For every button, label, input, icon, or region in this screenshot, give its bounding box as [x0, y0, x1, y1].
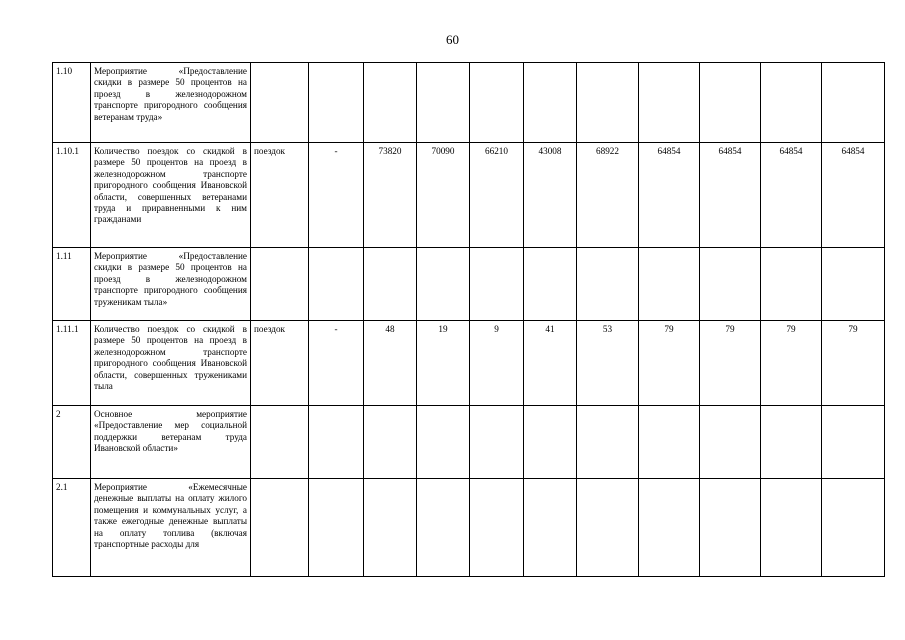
row-number: 2 [53, 406, 91, 479]
value-cell: - [309, 143, 364, 248]
value-cell: 79 [822, 321, 885, 406]
value-cell [761, 63, 822, 143]
value-cell: 64854 [822, 143, 885, 248]
value-cell [700, 406, 761, 479]
value-cell: 64854 [700, 143, 761, 248]
value-cell [524, 479, 577, 577]
value-cell: - [309, 321, 364, 406]
value-cell [417, 248, 470, 321]
row-number: 1.10 [53, 63, 91, 143]
value-cell [524, 406, 577, 479]
value-cell: 9 [470, 321, 524, 406]
value-cell [470, 479, 524, 577]
value-cell: 68922 [577, 143, 639, 248]
value-cell: 43008 [524, 143, 577, 248]
value-cell: 79 [639, 321, 700, 406]
value-cell [417, 63, 470, 143]
row-number: 1.11 [53, 248, 91, 321]
value-cell [524, 248, 577, 321]
value-cell [822, 248, 885, 321]
row-unit [251, 479, 309, 577]
value-cell [639, 406, 700, 479]
value-cell [470, 248, 524, 321]
value-cell [417, 479, 470, 577]
value-cell [364, 406, 417, 479]
table-row [53, 479, 885, 577]
value-cell: 19 [417, 321, 470, 406]
table-row [53, 143, 885, 248]
value-cell [364, 63, 417, 143]
row-description: Количество поездок со скидкой в размере 50 процентов на проезд в железнодорожном транспорте пригородного сообщения Ивановской области, совершенных тружениками тыла [91, 321, 251, 406]
value-cell [364, 479, 417, 577]
value-cell [700, 479, 761, 577]
value-cell: 66210 [470, 143, 524, 248]
page-number: 60 [446, 32, 459, 47]
value-cell [309, 248, 364, 321]
value-cell [700, 248, 761, 321]
value-cell [470, 406, 524, 479]
value-cell [822, 406, 885, 479]
row-unit [251, 406, 309, 479]
row-unit: поездок [251, 143, 309, 248]
table-row [53, 248, 885, 321]
value-cell: 79 [761, 321, 822, 406]
row-description: Мероприятие «Предоставление скидки в размере 50 процентов на проезд в железнодорожном транспорте пригородного сообщения ветеранам труда» [91, 63, 251, 143]
row-unit [251, 63, 309, 143]
value-cell [309, 406, 364, 479]
table-row [53, 321, 885, 406]
value-cell: 53 [577, 321, 639, 406]
row-description: Основное мероприятие «Предоставление мер социальной поддержки ветеранам труда Ивановской области» [91, 406, 251, 479]
row-description: Мероприятие «Предоставление скидки в размере 50 процентов на проезд в железнодорожном транспорте пригородного сообщения труженикам тыла» [91, 248, 251, 321]
value-cell [577, 63, 639, 143]
row-unit: поездок [251, 321, 309, 406]
table-row [53, 406, 885, 479]
value-cell [639, 63, 700, 143]
value-cell: 79 [700, 321, 761, 406]
value-cell [822, 479, 885, 577]
value-cell [470, 63, 524, 143]
value-cell [822, 63, 885, 143]
table-row [53, 63, 885, 143]
value-cell: 41 [524, 321, 577, 406]
value-cell [417, 406, 470, 479]
value-cell [761, 248, 822, 321]
value-cell: 64854 [639, 143, 700, 248]
value-cell [577, 479, 639, 577]
value-cell: 70090 [417, 143, 470, 248]
value-cell [524, 63, 577, 143]
value-cell: 73820 [364, 143, 417, 248]
value-cell [639, 479, 700, 577]
row-description: Количество поездок со скидкой в размере 50 процентов на проезд в железнодорожном транспорте пригородного сообщения Ивановской области, совершенных ветеранами труда и приравненными к ним гражданами [91, 143, 251, 248]
value-cell [309, 63, 364, 143]
value-cell: 48 [364, 321, 417, 406]
value-cell [761, 406, 822, 479]
row-number: 1.11.1 [53, 321, 91, 406]
value-cell [577, 248, 639, 321]
value-cell [364, 248, 417, 321]
row-unit [251, 248, 309, 321]
value-cell [309, 479, 364, 577]
indicators-table [52, 62, 885, 577]
row-description: Мероприятие «Ежемесячные денежные выплаты на оплату жилого помещения и коммунальных услуг, а также ежегодные денежные выплаты на оплату топлива (включая транспортные расходы для [91, 479, 251, 577]
row-number: 2.1 [53, 479, 91, 577]
value-cell [577, 406, 639, 479]
value-cell [639, 248, 700, 321]
row-number: 1.10.1 [53, 143, 91, 248]
value-cell [700, 63, 761, 143]
value-cell [761, 479, 822, 577]
value-cell: 64854 [761, 143, 822, 248]
